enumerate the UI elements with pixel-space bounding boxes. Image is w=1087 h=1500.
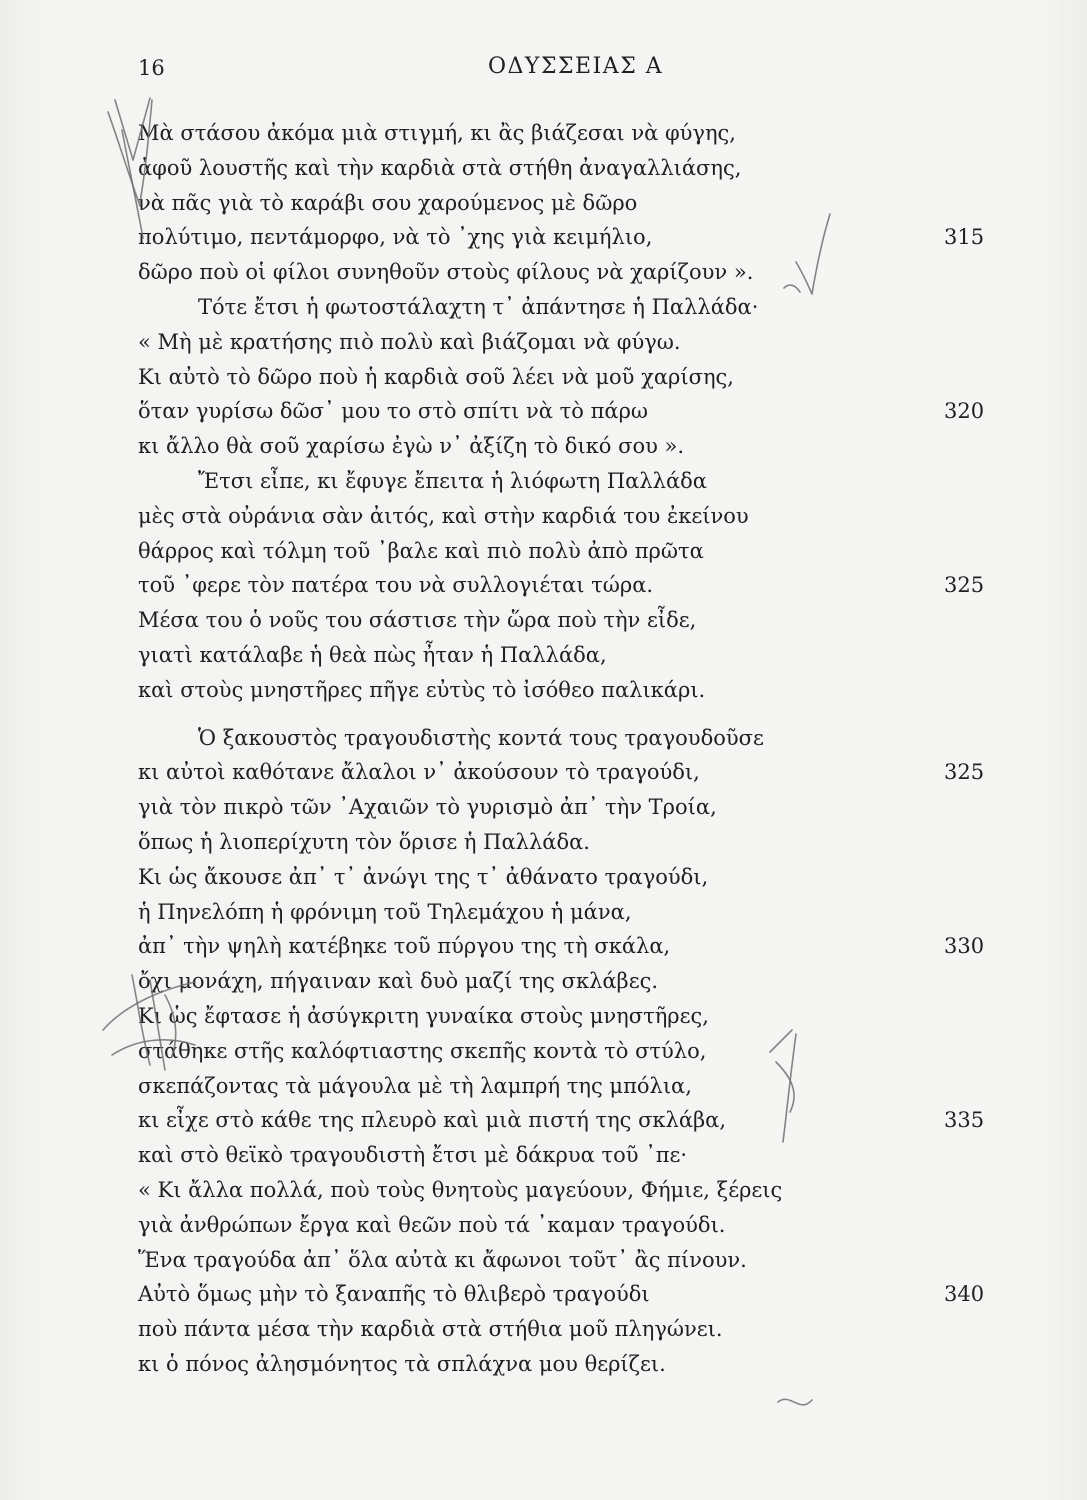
verse-text: Τότε ἔτσι ἡ φωτοστάλαχτη τ᾿ ἀπάντησε ἡ Παλλάδα· [198, 294, 759, 319]
verse-line [138, 429, 1018, 464]
line-number: 335 [944, 1108, 985, 1133]
verse-text: Κι αὐτὸ τὸ δῶρο ποὺ ἡ καρδιὰ σοῦ λέει νὰ μοῦ χαρίσης, [138, 364, 734, 389]
verse-line [138, 499, 1018, 534]
verse-text: δῶρο ποὺ οἱ φίλοι συνηθοῦν στοὺς φίλους νὰ χαρίζουν ». [138, 260, 754, 285]
verse-line [138, 1243, 1018, 1278]
verse-line [138, 755, 1018, 790]
verse-line [138, 1173, 1018, 1208]
verse-text: πολύτιμο, πεντάμορφο, νὰ τὸ ᾿χης γιὰ κειμήλιο, [138, 225, 653, 250]
verse-line [138, 638, 1018, 673]
verse-line [138, 186, 1018, 221]
margin-check-mark [108, 112, 140, 206]
verse-block [138, 116, 1018, 1382]
verse-line [138, 290, 1018, 325]
verse-line [138, 255, 1018, 290]
verse-line [138, 673, 1018, 708]
verse-line [138, 116, 1018, 151]
line-number: 330 [944, 934, 985, 959]
verse-text: γιατὶ κατάλαβε ἡ θεὰ πὼς ἦταν ἡ Παλλάδα, [138, 642, 607, 667]
verse-line [138, 1034, 1018, 1069]
verse-line [138, 1069, 1018, 1104]
verse-text: μὲς στὰ οὐράνια σὰν ἀιτός, καὶ στὴν καρδιά του ἐκείνου [138, 503, 749, 528]
line-number: 315 [944, 225, 985, 250]
page-number: 16 [138, 56, 165, 80]
verse-line [138, 1138, 1018, 1173]
verse-line [138, 151, 1018, 186]
verse-text: « Κι ἄλλα πολλά, ποὺ τοὺς θνητοὺς μαγεύουν, Φήμιε, ξέρεις [138, 1177, 783, 1202]
verse-text: Ἔτσι εἶπε, κι ἔφυγε ἔπειτα ἡ λιόφωτη Παλλάδα [198, 468, 707, 493]
verse-line [138, 721, 1018, 756]
verse-text: Μέσα του ὁ νοῦς του σάστισε τὴν ὥρα ποὺ τὴν εἶδε, [138, 608, 697, 633]
verse-text: στάθηκε στῆς καλόφτιαστης σκεπῆς κοντὰ τὸ στύλο, [138, 1038, 707, 1063]
verse-text: κι ἄλλο θὰ σοῦ χαρίσω ἐγὼ ν᾿ ἀξίζη τὸ δικό σου ». [138, 434, 685, 459]
verse-line [138, 603, 1018, 638]
verse-line [138, 568, 1018, 603]
verse-text: Κι ὡς ἔφτασε ἡ ἀσύγκριτη γυναίκα στοὺς μνηστῆρες, [138, 1003, 709, 1028]
verse-text: « Μὴ μὲ κρατήσης πιὸ πολὺ καὶ βιάζομαι νὰ φύγω. [138, 329, 681, 354]
verse-text: Ὁ ξακουστὸς τραγουδιστὴς κοντά τους τραγουδοῦσε [198, 725, 764, 750]
verse-text: κι ὁ πόνος ἀλησμόνητος τὰ σπλάχνα μου θερίζει. [138, 1351, 666, 1376]
verse-text: Ἕνα τραγούδα ἀπ᾿ ὅλα αὐτὰ κι ἄφωνοι τοῦτ᾿ ἂς πίνουν. [138, 1247, 747, 1272]
verse-line [138, 860, 1018, 895]
verse-text: ἀπ᾿ τὴν ψηλὴ κατέβηκε τοῦ πύργου της τὴ σκάλα, [138, 934, 671, 959]
verse-line [138, 1277, 1018, 1312]
verse-line [138, 790, 1018, 825]
verse-text: Μὰ στάσου ἀκόμα μιὰ στιγμή, κι ἂς βιάζεσαι νὰ φύγης, [138, 121, 736, 145]
verse-text: καὶ στοὺς μνηστῆρες πῆγε εὐτὺς τὸ ἰσόθεο παλικάρι. [138, 677, 706, 702]
verse-text: θάρρος καὶ τόλμη τοῦ ᾿βαλε καὶ πιὸ πολὺ ἀπὸ πρῶτα [138, 538, 704, 563]
verse-text: Αὐτὸ ὅμως μὴν τὸ ξαναπῆς τὸ θλιβερὸ τραγούδι [138, 1282, 650, 1307]
line-number: 325 [944, 760, 985, 785]
verse-line [138, 220, 1018, 255]
verse-text: γιὰ ἀνθρώπων ἔργα καὶ θεῶν ποὺ τά ᾿καμαν τραγούδι. [138, 1212, 726, 1237]
verse-text: κι αὐτοὶ καθότανε ἄλαλοι ν᾿ ἀκούσουν τὸ τραγούδι, [138, 760, 700, 785]
verse-text: ἡ Πηνελόπη ἡ φρόνιμη τοῦ Τηλεμάχου ἡ μάνα, [138, 899, 632, 924]
verse-text: ὅπως ἡ λιοπερίχυτη τὸν ὅρισε ἡ Παλλάδα. [138, 829, 590, 854]
verse-text: καὶ στὸ θεϊκὸ τραγουδιστὴ ἔτσι μὲ δάκρυα τοῦ ᾿πε· [138, 1143, 688, 1168]
verse-line [138, 464, 1018, 499]
verse-line [138, 534, 1018, 569]
line-number: 320 [944, 399, 985, 424]
line-number: 340 [944, 1282, 985, 1307]
verse-line [138, 999, 1018, 1034]
verse-line [138, 929, 1018, 964]
verse-line [138, 394, 1018, 429]
verse-text: γιὰ τὸν πικρὸ τῶν ᾿Αχαιῶν τὸ γυρισμὸ ἀπ᾿ τὴν Τροία, [138, 795, 717, 820]
verse-text: ποὺ πάντα μέσα τὴν καρδιὰ στὰ στήθια μοῦ πληγώνει. [138, 1317, 723, 1342]
verse-text: ὄχι μονάχη, πήγαιναν καὶ δυὸ μαζί της σκλάβες. [138, 969, 659, 994]
verse-line [138, 895, 1018, 930]
verse-line [138, 360, 1018, 395]
verse-line [138, 325, 1018, 360]
margin-scribble [778, 1399, 812, 1405]
verse-line [138, 1103, 1018, 1138]
verse-text: ἀφοῦ λουστῆς καὶ τὴν καρδιὰ στὰ στήθη ἀναγαλλιάσης, [138, 155, 742, 180]
verse-text: κι εἶχε στὸ κάθε της πλευρὸ καὶ μιὰ πιστή της σκλάβα, [138, 1108, 727, 1133]
verse-text: ὅταν γυρίσω δῶσ᾿ μου το στὸ σπίτι νὰ τὸ πάρω [138, 399, 649, 424]
verse-line [138, 1312, 1018, 1347]
running-title: ΟΔΥΣΣΕΙΑΣ Α [488, 54, 664, 79]
verse-text: νὰ πᾶς γιὰ τὸ καράβι σου χαρούμενος μὲ δῶρο [138, 190, 638, 215]
verse-line [138, 964, 1018, 999]
verse-line [138, 825, 1018, 860]
line-number: 325 [944, 573, 985, 598]
verse-line [138, 1347, 1018, 1382]
verse-text: σκεπάζοντας τὰ μάγουλα μὲ τὴ λαμπρή της μπόλια, [138, 1073, 692, 1098]
verse-text: τοῦ ᾿φερε τὸν πατέρα του νὰ συλλογιέται τώρα. [138, 573, 654, 598]
verse-text: Κι ὡς ἄκουσε ἀπ᾿ τ᾿ ἀνώγι της τ᾿ ἀθάνατο τραγούδι, [138, 864, 709, 889]
verse-line [138, 1208, 1018, 1243]
